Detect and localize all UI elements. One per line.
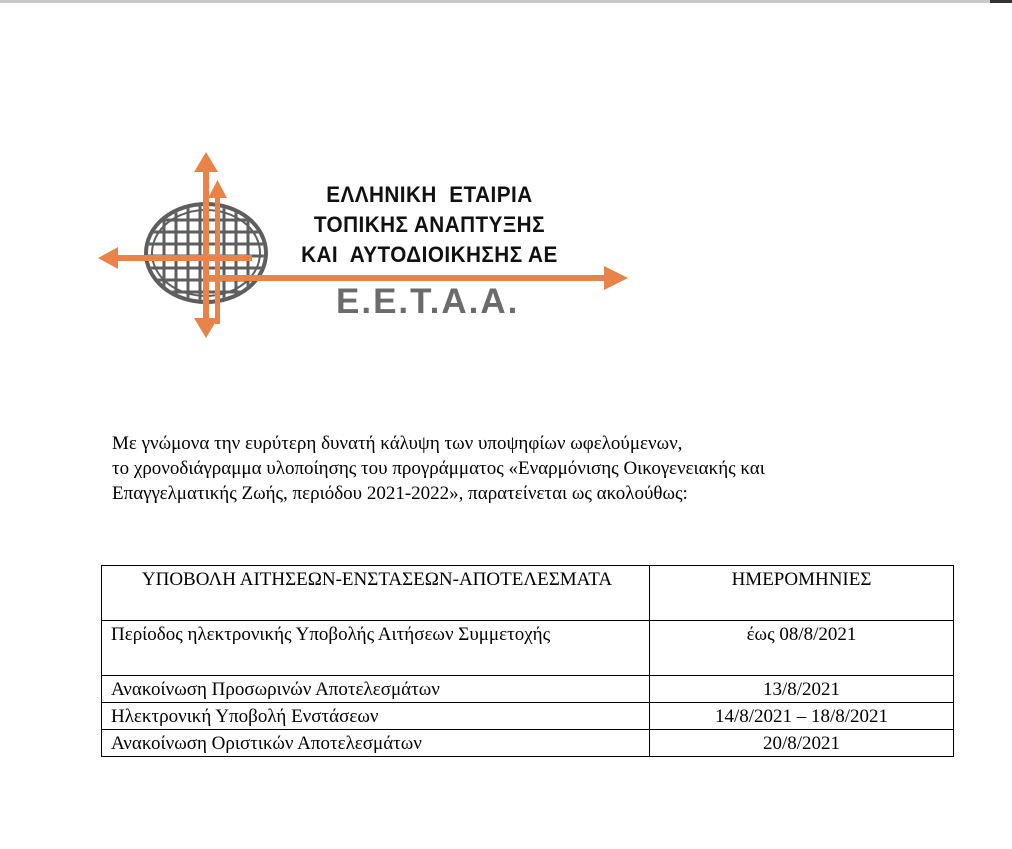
- table-header-stage: ΥΠΟΒΟΛΗ ΑΙΤΗΣΕΩΝ-ΕΝΣΤΑΣΕΩΝ-ΑΠΟΤΕΛΕΣΜΑΤΑ: [102, 566, 650, 621]
- organization-abbreviation: Ε.Ε.Τ.Α.Α.: [336, 282, 520, 321]
- table-row: [102, 730, 954, 757]
- table-cell-stage: Περίοδος ηλεκτρονικής Υποβολής Αιτήσεων Συμμετοχής: [102, 621, 650, 676]
- table-cell-stage: Ηλεκτρονική Υποβολή Ενστάσεων: [102, 703, 650, 730]
- table-row: [102, 703, 954, 730]
- organization-name: [296, 180, 563, 270]
- organization-name-line-1: ΕΛΛΗΝΙΚΗ ΕΤΑΙΡΙΑ: [326, 182, 533, 207]
- organization-name-line-2: ΤΟΠΙΚΗΣ ΑΝΑΠΤΥΞΗΣ: [313, 212, 545, 237]
- table-cell-date: 14/8/2021 – 18/8/2021: [650, 703, 954, 730]
- organization-name-line-3: ΚΑΙ ΑΥΤΟΔΙΟΙΚΗΣΗΣ ΑΕ: [301, 242, 558, 267]
- table-row: [102, 676, 954, 703]
- table-cell-stage: Ανακοίνωση Οριστικών Αποτελεσμάτων: [102, 730, 650, 757]
- table-cell-stage: Ανακοίνωση Προσωρινών Αποτελεσμάτων: [102, 676, 650, 703]
- table-row: [102, 621, 954, 676]
- table-cell-date: 13/8/2021: [650, 676, 954, 703]
- top-border: [0, 0, 1012, 3]
- table-cell-date: 20/8/2021: [650, 730, 954, 757]
- table-header-dates: ΗΜΕΡΟΜΗΝΙΕΣ: [650, 566, 954, 621]
- table-cell-date: έως 08/8/2021: [650, 621, 954, 676]
- intro-paragraph: [112, 431, 972, 506]
- intro-line-2: το χρονοδιάγραμμα υλοποίησης του προγράμματος «Εναρμόνισης Οικογενειακής και: [112, 458, 765, 479]
- table-header-row: [102, 566, 954, 621]
- intro-line-1: Με γνώμονα την ευρύτερη δυνατή κάλυψη των υποψηφίων ωφελούμενων,: [112, 433, 683, 454]
- top-border-accent: [990, 0, 1012, 3]
- schedule-table: [101, 565, 954, 757]
- intro-line-3: Επαγγελματικής Ζωής, περιόδου 2021-2022», παρατείνεται ως ακολούθως:: [112, 483, 688, 504]
